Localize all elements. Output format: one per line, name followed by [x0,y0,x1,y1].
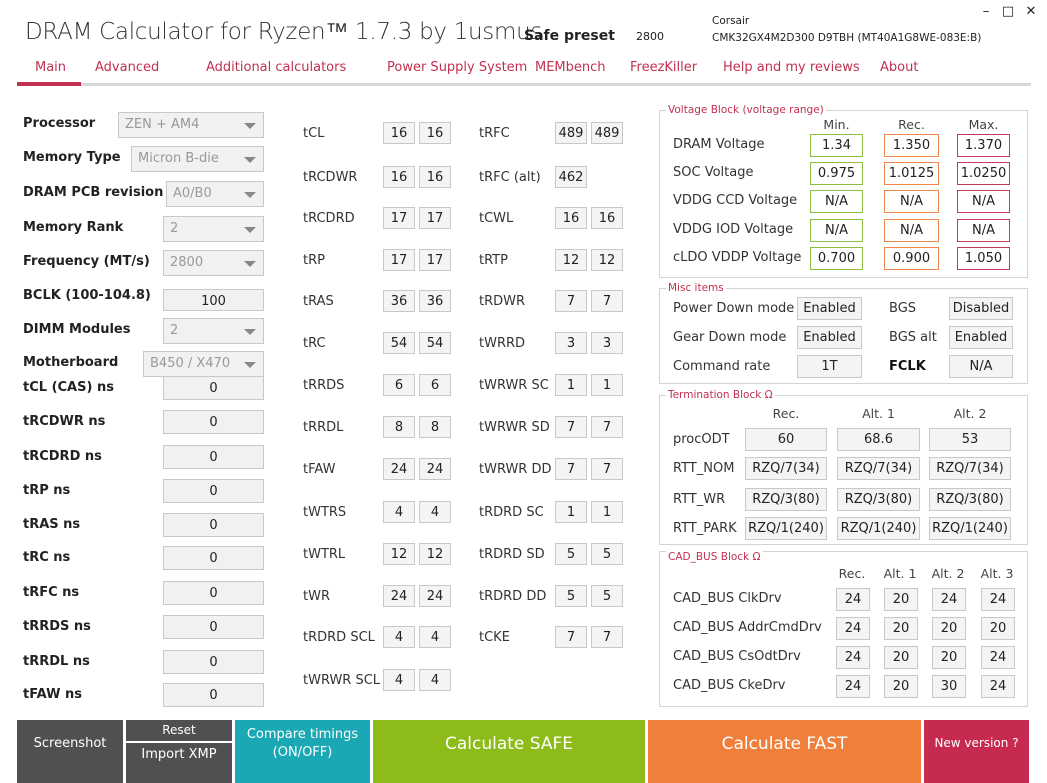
compare-timings-button[interactable] [235,720,370,783]
timing-value-twtrl[interactable]: 12 [383,543,415,565]
timing-label-trdrd-sd: tRDRD SD [479,547,545,562]
fclk-label: FCLK [889,359,926,374]
cadbus-cad-bus-csodtdrv-0[interactable]: 24 [836,646,870,669]
cadbus-cad-bus-addrcmddrv-0[interactable]: 24 [836,617,870,640]
label-dimm-modules: DIMM Modules [23,322,131,337]
cadbus-cad-bus-ckedrv-1[interactable]: 20 [884,675,918,698]
nav-divider [17,83,1031,86]
timing-label-tfaw: tFAW [303,462,336,477]
new-version-button[interactable]: New version ? [924,720,1029,783]
select-dram-pcb-revision[interactable] [166,181,264,207]
label-trc-ns: tRC ns [23,550,71,565]
cadbus-cad-bus-csodtdrv-2[interactable]: 20 [932,646,966,669]
timing-value-twrwr-sc[interactable]: 1 [555,374,587,396]
label-processor: Processor [23,116,96,131]
timing-label-twr: tWR [303,589,330,604]
cadbus-block-title: CAD_BUS Block Ω [668,551,761,563]
timing-value-twtrl-alt[interactable]: 12 [419,543,451,565]
maximize-button[interactable]: □ [1001,4,1015,19]
timing-value-trc[interactable]: 54 [383,332,415,354]
timing-value-tcl-alt[interactable]: 16 [419,122,451,144]
termination-procodt-1[interactable]: 68.6 [837,428,920,451]
select-memory-rank[interactable] [163,216,264,242]
select-processor[interactable] [118,112,264,138]
chevron-down-icon [244,192,256,198]
timing-label-trcdwr: tRCDWR [303,170,358,185]
label-tras-ns: tRAS ns [23,517,81,532]
select-value: 2800 [170,255,204,270]
timing-value-tfaw-alt[interactable]: 24 [419,458,451,480]
timing-label-trp: tRP [303,253,325,268]
timing-label-tcke: tCKE [479,630,510,645]
select-dimm-modules[interactable] [163,318,264,344]
timing-value-twrwr-sc-alt[interactable]: 1 [591,374,623,396]
timing-label-trrds: tRRDS [303,378,345,393]
timing-label-twrwr-scl: tWRWR SCL [303,673,381,688]
label-motherboard: Motherboard [23,355,119,370]
timing-label-twrwr-dd: tWRWR DD [479,462,552,477]
timing-value-twrwr-sd-alt[interactable]: 7 [591,416,623,438]
termination-rtt-park-1[interactable]: RZQ/1(240) [837,517,920,540]
voltage-label-cldo-vddp-voltage: cLDO VDDP Voltage [673,250,802,265]
cadbus-header-alt-3: Alt. 3 [980,566,1014,581]
select-motherboard[interactable] [143,351,264,377]
timing-value-trcdrd[interactable]: 17 [383,207,415,229]
timing-value-twrwr-scl-alt[interactable]: 4 [419,669,451,691]
chevron-down-icon [244,157,256,163]
termination-header-alt-2: Alt. 2 [953,406,987,421]
app-title: DRAM Calculator for Ryzen™ 1.7.3 by 1usmus [25,19,543,45]
cadbus-header-rec: Rec. [838,566,866,581]
voltage-min-cldo-vddp-voltage[interactable]: 0.700 [810,247,863,270]
chevron-down-icon [244,123,256,129]
tab-freezkiller[interactable]: FreezKiller [630,60,698,75]
select-value: ZEN + AM4 [125,117,200,132]
select-value: B450 / X470 [150,356,231,371]
timing-value-tcwl-alt[interactable]: 16 [591,207,623,229]
select-frequency-mt-s[interactable] [163,250,264,276]
preset-value: 2800 [636,30,664,43]
voltage-max-vddg-iod-voltage[interactable]: N/A [957,219,1010,242]
bgs-value[interactable]: Disabled [949,297,1013,320]
tab-about[interactable]: About [880,60,919,75]
label-frequency-mt-s: Frequency (MT/s) [23,254,150,269]
timing-value-trcdwr[interactable]: 16 [383,166,415,188]
input-trfc-ns[interactable]: 0 [163,581,264,605]
termination-rtt-nom-1[interactable]: RZQ/7(34) [837,457,920,480]
label-trcdwr-ns: tRCDWR ns [23,414,106,429]
voltage-label-vddg-iod-voltage: VDDG IOD Voltage [673,222,794,237]
screenshot-button[interactable]: Screenshot [17,720,123,783]
input-trrdl-ns[interactable]: 0 [163,650,264,674]
timing-label-trdrd-scl: tRDRD SCL [303,630,375,645]
input-trp-ns[interactable]: 0 [163,479,264,503]
calculate-safe-button[interactable]: Calculate SAFE [373,720,645,783]
bclk-input[interactable]: 100 [163,289,264,311]
voltage-header-max: Max. [968,117,999,132]
command-rate-label: Command rate [673,359,771,374]
termination-rtt-park-0[interactable]: RZQ/1(240) [745,517,827,540]
cadbus-label-cad-bus-addrcmddrv: CAD_BUS AddrCmdDrv [673,620,822,635]
voltage-rec-cldo-vddp-voltage[interactable]: 0.900 [884,247,939,270]
tab-active-indicator [17,82,81,86]
timing-value-twrwr-scl[interactable]: 4 [383,669,415,691]
termination-header-rec: Rec. [772,406,800,421]
voltage-min-soc-voltage[interactable]: 0.975 [810,162,863,185]
timing-value-trcdwr-alt[interactable]: 16 [419,166,451,188]
chevron-down-icon [244,329,256,335]
timing-value-trrds-alt[interactable]: 6 [419,374,451,396]
voltage-label-vddg-ccd-voltage: VDDG CCD Voltage [673,193,798,208]
chevron-down-icon [244,362,256,368]
input-trcdwr-ns[interactable]: 0 [163,410,264,434]
timing-label-trdrd-dd: tRDRD DD [479,589,547,604]
timing-label-trc: tRC [303,336,326,351]
compare-timings-sublabel: (ON/OFF) [272,745,333,760]
timing-value-twr[interactable]: 24 [383,585,415,607]
timing-value-tras-alt[interactable]: 36 [419,290,451,312]
select-value: Micron B-die [138,151,219,166]
cadbus-cad-bus-ckedrv-3[interactable]: 24 [981,675,1015,698]
memory-info [712,13,981,47]
termination-block-title: Termination Block Ω [668,389,773,401]
termination-label-rtt-wr: RTT_WR [673,492,726,507]
voltage-min-vddg-iod-voltage[interactable]: N/A [810,219,863,242]
tab-power-supply-system[interactable]: Power Supply System [387,60,528,75]
timing-value-trdrd-sc[interactable]: 1 [555,501,587,523]
timing-label-twtrs: tWTRS [303,505,347,520]
termination-rtt-nom-0[interactable]: RZQ/7(34) [745,457,827,480]
termination-label-rtt-nom: RTT_NOM [673,461,735,476]
timing-value-trdrd-sd-alt[interactable]: 5 [591,543,623,565]
timing-value-twrrd[interactable]: 3 [555,332,587,354]
cadbus-cad-bus-clkdrv-2[interactable]: 24 [932,588,966,611]
command-rate-value[interactable]: 1T [797,355,862,378]
label-trcdrd-ns: tRCDRD ns [23,449,102,464]
calculate-fast-button[interactable]: Calculate FAST [648,720,921,783]
voltage-block-title: Voltage Block (voltage range) [668,104,824,116]
timing-label-trfc: tRFC [479,126,510,141]
timing-value-tcke[interactable]: 7 [555,626,587,648]
timing-value-trdrd-dd[interactable]: 5 [555,585,587,607]
voltage-rec-dram-voltage[interactable]: 1.350 [884,134,939,157]
timing-value-twrwr-dd[interactable]: 7 [555,458,587,480]
input-tcl-cas-ns[interactable]: 0 [163,376,264,400]
cadbus-cad-bus-clkdrv-0[interactable]: 24 [836,588,870,611]
timing-value-trtp-alt[interactable]: 12 [591,249,623,271]
tab-advanced[interactable]: Advanced [95,60,160,75]
timing-value-twrrd-alt[interactable]: 3 [591,332,623,354]
bgs-alt-label: BGS alt [889,330,937,345]
timing-value-trdwr-alt[interactable]: 7 [591,290,623,312]
tab-membench[interactable]: MEMbench [535,60,606,75]
cadbus-cad-bus-clkdrv-3[interactable]: 24 [981,588,1015,611]
timing-value-tfaw[interactable]: 24 [383,458,415,480]
timing-label-trfc-alt: tRFC (alt) [479,170,541,185]
timing-value-twtrs-alt[interactable]: 4 [419,501,451,523]
tab-additional-calculators[interactable]: Additional calculators [206,60,347,75]
termination-rtt-wr-1[interactable]: RZQ/3(80) [837,488,920,511]
timing-value-trdrd-sc-alt[interactable]: 1 [591,501,623,523]
termination-rtt-park-2[interactable]: RZQ/1(240) [929,517,1011,540]
chevron-down-icon [244,227,256,233]
voltage-rec-soc-voltage[interactable]: 1.0125 [884,162,939,185]
timing-label-twrwr-sd: tWRWR SD [479,420,550,435]
gear-down-label: Gear Down mode [673,330,787,345]
timing-value-trdrd-scl-alt[interactable]: 4 [419,626,451,648]
label-trp-ns: tRP ns [23,483,71,498]
timing-label-trtp: tRTP [479,253,508,268]
timing-label-tcl: tCL [303,126,325,141]
timing-value-tcl[interactable]: 16 [383,122,415,144]
timing-label-tcwl: tCWL [479,211,514,226]
voltage-min-dram-voltage[interactable]: 1.34 [810,134,863,157]
cadbus-cad-bus-csodtdrv-1[interactable]: 20 [884,646,918,669]
minimize-button[interactable]: – [982,4,990,19]
voltage-label-soc-voltage: SOC Voltage [673,165,754,180]
termination-header-alt-1: Alt. 1 [862,406,895,421]
input-trcdrd-ns[interactable]: 0 [163,445,264,469]
cadbus-cad-bus-addrcmddrv-3[interactable]: 20 [981,617,1015,640]
label-memory-type: Memory Type [23,150,121,165]
voltage-max-cldo-vddp-voltage[interactable]: 1.050 [957,247,1010,270]
timing-value-tras[interactable]: 36 [383,290,415,312]
termination-rtt-wr-2[interactable]: RZQ/3(80) [929,488,1011,511]
memory-part-number: CMK32GX4M2D300 D9TBH (MT40A1G8WE-083E:B) [712,32,982,44]
chevron-down-icon [244,261,256,267]
cadbus-label-cad-bus-ckedrv: CAD_BUS CkeDrv [673,678,786,693]
timing-value-trtp[interactable]: 12 [555,249,587,271]
voltage-label-dram-voltage: DRAM Voltage [673,137,765,152]
timing-value-trrds[interactable]: 6 [383,374,415,396]
timing-value-trdwr[interactable]: 7 [555,290,587,312]
cadbus-label-cad-bus-clkdrv: CAD_BUS ClkDrv [673,591,782,606]
gear-down-value[interactable]: Enabled [797,326,862,349]
cadbus-header-alt-1: Alt. 1 [883,566,917,581]
voltage-max-vddg-ccd-voltage[interactable]: N/A [957,190,1010,213]
label-dram-pcb-revision: DRAM PCB revision [23,185,164,200]
timing-value-trdrd-dd-alt[interactable]: 5 [591,585,623,607]
input-trrds-ns[interactable]: 0 [163,615,264,639]
timing-value-trp-alt[interactable]: 17 [419,249,451,271]
cadbus-cad-bus-csodtdrv-3[interactable]: 24 [981,646,1015,669]
termination-procodt-0[interactable]: 60 [745,428,827,451]
reset-button[interactable]: Reset [126,720,232,741]
input-tfaw-ns[interactable]: 0 [163,683,264,707]
cadbus-cad-bus-ckedrv-0[interactable]: 24 [836,675,870,698]
timing-value-twrwr-dd-alt[interactable]: 7 [591,458,623,480]
cadbus-label-cad-bus-csodtdrv: CAD_BUS CsOdtDrv [673,649,801,664]
timing-label-trdwr: tRDWR [479,294,526,309]
label-trrds-ns: tRRDS ns [23,619,91,634]
label-trrdl-ns: tRRDL ns [23,654,90,669]
power-down-label: Power Down mode [673,301,795,316]
timing-value-trc-alt[interactable]: 54 [419,332,451,354]
timing-label-twrwr-sc: tWRWR SC [479,378,549,393]
misc-block-title: Misc items [668,282,724,294]
termination-label-rtt-park: RTT_PARK [673,521,737,536]
timing-label-tras: tRAS [303,294,334,309]
input-tras-ns[interactable]: 0 [163,513,264,537]
preset-label: Safe preset [524,28,615,44]
voltage-header-min: Min. [823,117,850,132]
timing-value-trrdl[interactable]: 8 [383,416,415,438]
cadbus-cad-bus-addrcmddrv-2[interactable]: 20 [932,617,966,640]
select-value: 2 [170,323,179,338]
voltage-max-dram-voltage[interactable]: 1.370 [957,134,1010,157]
timing-value-trfc[interactable]: 489 [555,122,587,144]
timing-value-tcke-alt[interactable]: 7 [591,626,623,648]
timing-value-trcdrd-alt[interactable]: 17 [419,207,451,229]
label-bclk-100-104-8: BCLK (100-104.8) [23,288,151,303]
timing-label-trcdrd: tRCDRD [303,211,355,226]
import-xmp-button[interactable]: Import XMP [126,743,232,783]
timing-value-trfc-alt[interactable]: 462 [555,166,587,188]
bgs-alt-value[interactable]: Enabled [949,326,1013,349]
voltage-max-soc-voltage[interactable]: 1.0250 [957,162,1010,185]
tab-main[interactable]: Main [35,60,67,75]
compare-timings-label: Compare timings [246,727,359,742]
bgs-label: BGS [889,301,917,316]
select-memory-type[interactable] [131,146,264,172]
select-value: A0/B0 [173,186,212,201]
timing-label-twrrd: tWRRD [479,336,526,351]
voltage-min-vddg-ccd-voltage[interactable]: N/A [810,190,863,213]
timing-value-twr-alt[interactable]: 24 [419,585,451,607]
timing-label-trdrd-sc: tRDRD SC [479,505,544,520]
cadbus-cad-bus-clkdrv-1[interactable]: 20 [884,588,918,611]
timing-value-trdrd-scl[interactable]: 4 [383,626,415,648]
voltage-rec-vddg-iod-voltage[interactable]: N/A [884,219,939,242]
memory-vendor: Corsair [712,15,750,27]
timing-label-trrdl: tRRDL [303,420,344,435]
power-down-value[interactable]: Enabled [797,297,862,320]
input-trc-ns[interactable]: 0 [163,546,264,570]
timing-value-tcwl[interactable]: 16 [555,207,587,229]
cadbus-header-alt-2: Alt. 2 [931,566,965,581]
termination-rtt-wr-0[interactable]: RZQ/3(80) [745,488,827,511]
timing-label-twtrl: tWTRL [303,547,346,562]
termination-procodt-2[interactable]: 53 [929,428,1011,451]
termination-rtt-nom-2[interactable]: RZQ/7(34) [929,457,1011,480]
timing-value-trdrd-sd[interactable]: 5 [555,543,587,565]
timing-value-trp[interactable]: 17 [383,249,415,271]
label-trfc-ns: tRFC ns [23,585,80,600]
termination-label-procodt: procODT [673,432,730,447]
fclk-value[interactable]: N/A [949,355,1013,378]
cadbus-cad-bus-ckedrv-2[interactable]: 30 [932,675,966,698]
voltage-header-rec: Rec. [898,117,925,132]
select-value: 2 [170,221,179,236]
close-button[interactable]: ✕ [1025,4,1037,19]
timing-value-twtrs[interactable]: 4 [383,501,415,523]
timing-value-trfc-alt[interactable]: 489 [591,122,623,144]
label-memory-rank: Memory Rank [23,220,124,235]
voltage-rec-vddg-ccd-voltage[interactable]: N/A [884,190,939,213]
tab-help-reviews[interactable]: Help and my reviews [723,60,860,75]
label-tcl-cas-ns: tCL (CAS) ns [23,380,114,395]
cadbus-cad-bus-addrcmddrv-1[interactable]: 20 [884,617,918,640]
timing-value-trrdl-alt[interactable]: 8 [419,416,451,438]
timing-value-twrwr-sd[interactable]: 7 [555,416,587,438]
label-tfaw-ns: tFAW ns [23,687,82,702]
